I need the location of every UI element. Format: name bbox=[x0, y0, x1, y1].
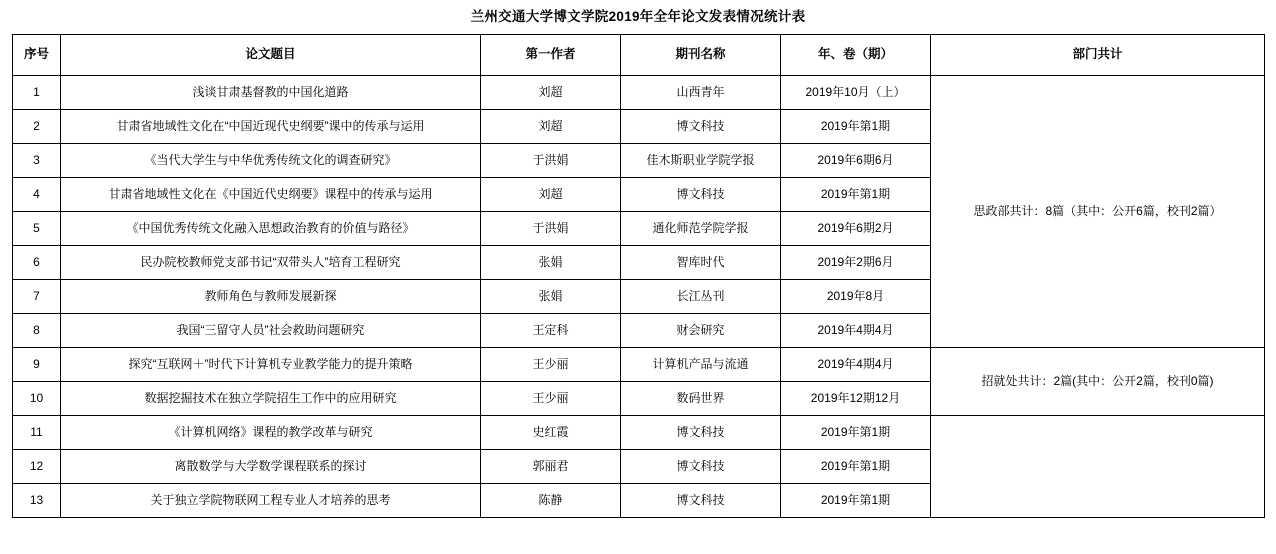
cell-year-volume-issue: 2019年4期4月 bbox=[781, 313, 931, 347]
cell-year-volume-issue: 2019年4期4月 bbox=[781, 347, 931, 381]
cell-year-volume-issue: 2019年12期12月 bbox=[781, 381, 931, 415]
cell-paper-title: 浅谈甘肃基督教的中国化道路 bbox=[61, 75, 481, 109]
cell-paper-title: 《当代大学生与中华优秀传统文化的调查研究》 bbox=[61, 143, 481, 177]
cell-paper-title: 教师角色与教师发展新探 bbox=[61, 279, 481, 313]
column-header-first-author: 第一作者 bbox=[481, 34, 621, 75]
cell-department-total bbox=[931, 415, 1265, 517]
cell-year-volume-issue: 2019年10月（上） bbox=[781, 75, 931, 109]
table-row bbox=[13, 75, 1265, 109]
column-header-department-total: 部门共计 bbox=[931, 34, 1265, 75]
cell-journal-name: 博文科技 bbox=[621, 109, 781, 143]
cell-first-author: 刘超 bbox=[481, 177, 621, 211]
cell-first-author: 史红霞 bbox=[481, 415, 621, 449]
cell-paper-title: 我国“三留守人员”社会救助问题研究 bbox=[61, 313, 481, 347]
cell-first-author: 郭丽君 bbox=[481, 449, 621, 483]
cell-no: 8 bbox=[13, 313, 61, 347]
cell-journal-name: 数码世界 bbox=[621, 381, 781, 415]
cell-first-author: 刘超 bbox=[481, 109, 621, 143]
cell-no: 10 bbox=[13, 381, 61, 415]
cell-no: 6 bbox=[13, 245, 61, 279]
cell-first-author: 王少丽 bbox=[481, 347, 621, 381]
cell-no: 1 bbox=[13, 75, 61, 109]
cell-journal-name: 博文科技 bbox=[621, 449, 781, 483]
cell-journal-name: 博文科技 bbox=[621, 177, 781, 211]
cell-first-author: 刘超 bbox=[481, 75, 621, 109]
cell-first-author: 王少丽 bbox=[481, 381, 621, 415]
cell-no: 3 bbox=[13, 143, 61, 177]
cell-journal-name: 通化师范学院学报 bbox=[621, 211, 781, 245]
cell-journal-name: 财会研究 bbox=[621, 313, 781, 347]
cell-first-author: 张娟 bbox=[481, 279, 621, 313]
cell-no: 5 bbox=[13, 211, 61, 245]
cell-no: 9 bbox=[13, 347, 61, 381]
cell-paper-title: 甘肃省地域性文化在《中国近代史纲要》课程中的传承与运用 bbox=[61, 177, 481, 211]
cell-year-volume-issue: 2019年第1期 bbox=[781, 177, 931, 211]
cell-year-volume-issue: 2019年2期6月 bbox=[781, 245, 931, 279]
cell-no: 12 bbox=[13, 449, 61, 483]
table-row bbox=[13, 347, 1265, 381]
table-body bbox=[13, 75, 1265, 517]
cell-paper-title: 探究“互联网＋”时代下计算机专业教学能力的提升策略 bbox=[61, 347, 481, 381]
cell-no: 11 bbox=[13, 415, 61, 449]
cell-no: 4 bbox=[13, 177, 61, 211]
cell-first-author: 于洪娟 bbox=[481, 143, 621, 177]
cell-no: 13 bbox=[13, 483, 61, 517]
cell-year-volume-issue: 2019年6期2月 bbox=[781, 211, 931, 245]
cell-first-author: 张娟 bbox=[481, 245, 621, 279]
cell-year-volume-issue: 2019年第1期 bbox=[781, 449, 931, 483]
cell-paper-title: 民办院校教师党支部书记“双带头人”培育工程研究 bbox=[61, 245, 481, 279]
column-header-paper-title: 论文题目 bbox=[61, 34, 481, 75]
cell-paper-title: 数据挖掘技术在独立学院招生工作中的应用研究 bbox=[61, 381, 481, 415]
cell-year-volume-issue: 2019年8月 bbox=[781, 279, 931, 313]
cell-journal-name: 博文科技 bbox=[621, 483, 781, 517]
cell-year-volume-issue: 2019年第1期 bbox=[781, 483, 931, 517]
cell-journal-name: 博文科技 bbox=[621, 415, 781, 449]
column-header-year-volume-issue: 年、卷（期） bbox=[781, 34, 931, 75]
papers-table bbox=[12, 34, 1265, 518]
cell-journal-name: 长江丛刊 bbox=[621, 279, 781, 313]
table-row bbox=[13, 415, 1265, 449]
cell-no: 7 bbox=[13, 279, 61, 313]
cell-paper-title: 离散数学与大学数学课程联系的探讨 bbox=[61, 449, 481, 483]
column-header-no: 序号 bbox=[13, 34, 61, 75]
cell-journal-name: 计算机产品与流通 bbox=[621, 347, 781, 381]
cell-first-author: 王定科 bbox=[481, 313, 621, 347]
cell-first-author: 陈静 bbox=[481, 483, 621, 517]
cell-journal-name: 智库时代 bbox=[621, 245, 781, 279]
cell-department-total: 招就处共计：2篇(其中：公开2篇，校刊0篇) bbox=[931, 347, 1265, 415]
cell-journal-name: 山西青年 bbox=[621, 75, 781, 109]
column-header-journal-name: 期刊名称 bbox=[621, 34, 781, 75]
cell-journal-name: 佳木斯职业学院学报 bbox=[621, 143, 781, 177]
cell-no: 2 bbox=[13, 109, 61, 143]
cell-year-volume-issue: 2019年6期6月 bbox=[781, 143, 931, 177]
cell-paper-title: 甘肃省地域性文化在“中国近现代史纲要”课中的传承与运用 bbox=[61, 109, 481, 143]
cell-paper-title: 《计算机网络》课程的教学改革与研究 bbox=[61, 415, 481, 449]
cell-paper-title: 《中国优秀传统文化融入思想政治教育的价值与路径》 bbox=[61, 211, 481, 245]
cell-first-author: 于洪娟 bbox=[481, 211, 621, 245]
table-header bbox=[13, 34, 1265, 75]
cell-year-volume-issue: 2019年第1期 bbox=[781, 109, 931, 143]
page-title: 兰州交通大学博文学院2019年全年论文发表情况统计表 bbox=[470, 9, 806, 24]
cell-department-total: 思政部共计：8篇（其中：公开6篇，校刊2篇） bbox=[931, 75, 1265, 347]
cell-paper-title: 关于独立学院物联网工程专业人才培养的思考 bbox=[61, 483, 481, 517]
table-header-row bbox=[13, 34, 1265, 75]
cell-year-volume-issue: 2019年第1期 bbox=[781, 415, 931, 449]
